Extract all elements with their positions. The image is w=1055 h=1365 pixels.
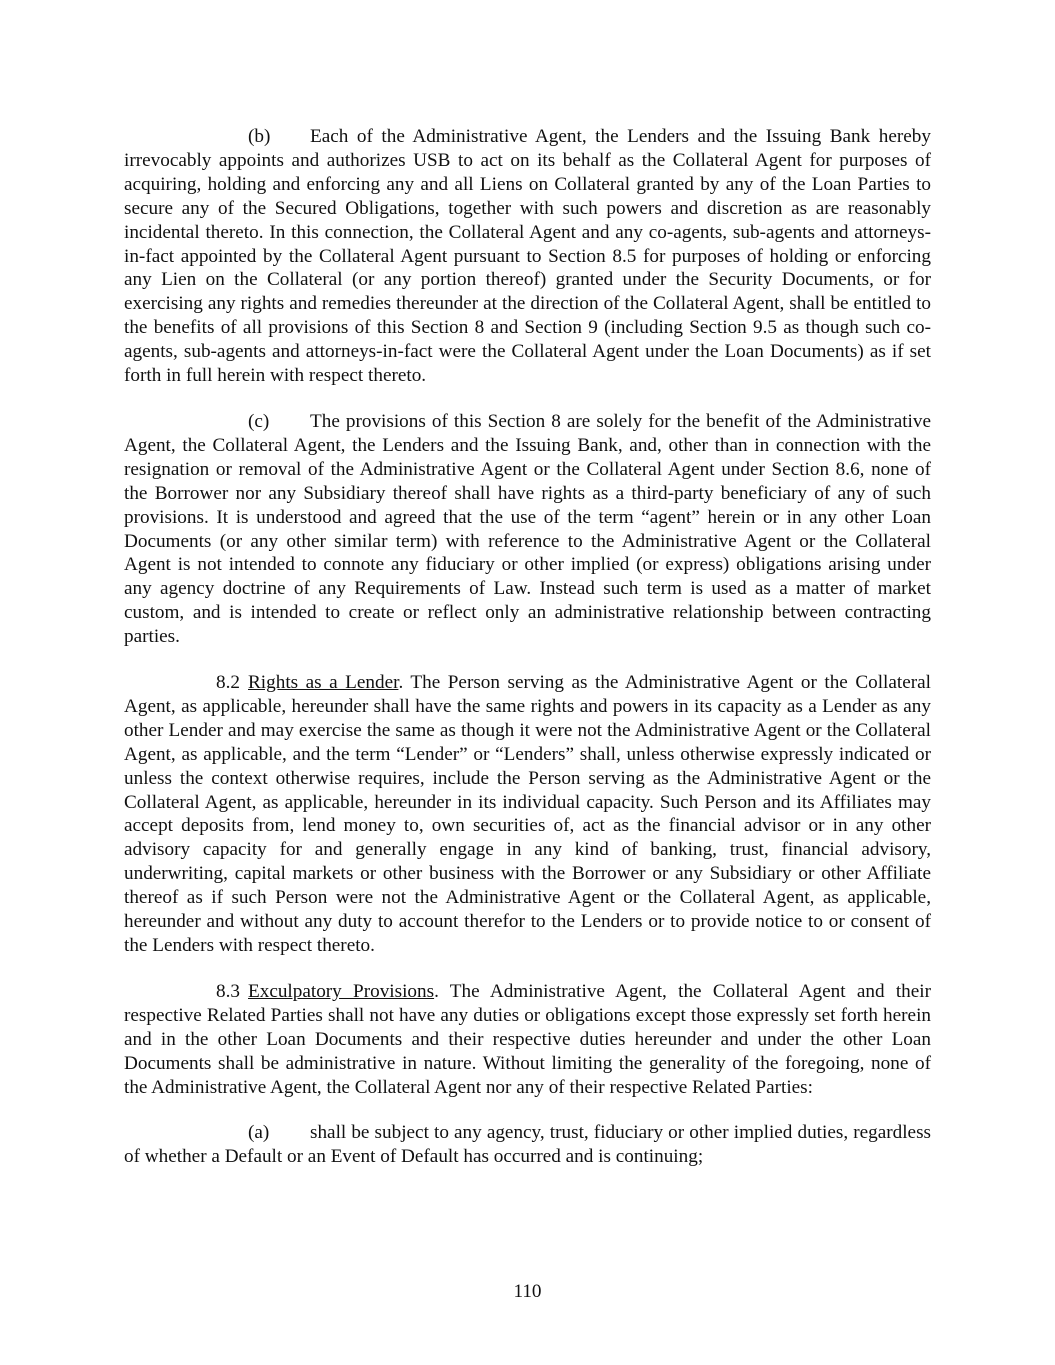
paragraph-8-1-c [124, 410, 931, 649]
paragraph-text: shall be subject to any agency, trust, fiduciary or other implied duties, regardless of whether a Default or an Event of Default has occurred and is continuing; [124, 1122, 931, 1168]
paragraph-marker: (a) [248, 1122, 270, 1144]
paragraph-8-3-a [124, 1121, 931, 1169]
document-page [124, 125, 931, 1191]
section-text: . The Person serving as the Administrative Agent or the Collateral Agent, as applicable, hereunder shall have the same rights and powers in its capacity as a Lender as any other Lender and may exercise the same as though it were not the Administrative Agent or the Collateral Agent, as applicable, and the term “Lender” or “Lenders” shall, unless otherwise expressly indicated or unless the context otherwise requires, include the Person serving as the Administrative Agent or the Collateral Agent, as applicable, hereunder in its individual capacity. Such Person and its Affiliates may accept deposits from, lend money to, own securities of, act as the financial advisor or in any other advisory capacity for and generally engage in any kind of banking, trust, financial advisory, underwriting, capital markets or other business with the Borrower or any Subsidiary or other Affiliate thereof as if such Person were not the Administrative Agent or the Collateral Agent, as applicable, hereunder and without any duty to account therefor to the Lenders or to provide notice to or consent of the Lenders with respect thereto. [124, 672, 931, 956]
section-heading: Rights as a Lender [248, 672, 399, 694]
page-number: 110 [513, 1281, 542, 1302]
section-heading: Exculpatory Provisions [248, 980, 435, 1002]
paragraph-marker: (b) [248, 126, 271, 147]
paragraph-text: The provisions of this Section 8 are solely for the benefit of the Administrative Agent, the Collateral Agent, the Lenders and the Issuing Bank, and, other than in connection with the resignation or removal of the Administrative Agent or the Collateral Agent under Section 8.6, none of the Borrower nor any Subsidiary thereof shall have rights as a third-party beneficiary of any of such provisions. It is understood and agreed that the use of the term “agent” herein or in any other Loan Documents (or any other similar term) with reference to the Administrative Agent or the Collateral Agent is not intended to connote any fiduciary or other implied (or express) obligations arising under any agency doctrine of any Requirements of Law. Instead such term is used as a matter of market custom, and is intended to create or reflect only an administrative relationship between contracting parties. [124, 410, 931, 648]
section-text: . The Administrative Agent, the Collateral Agent and their respective Related Parties shall not have any duties or obligations except those expressly set forth herein and in the other Loan Documents and their respective duties hereunder and under the other Loan Documents shall be administrative in nature. Without limiting the generality of the foregoing, none of the Administrative Agent, the Collateral Agent nor any of their respective Related Parties: [124, 980, 931, 1098]
section-number: 8.2 [216, 672, 240, 694]
paragraph-text: Each of the Administrative Agent, the Lenders and the Issuing Bank hereby irrevocably appoints and authorizes USB to act on its behalf as the Collateral Agent for purposes of acquiring, holding and enforcing any and all Liens on Collateral granted by any of the Loan Parties to secure any of the Secured Obligations, together with such powers and discretion as are reasonably incidental thereto. In this connection, the Collateral Agent and any co-agents, sub-agents and attorneys-in-fact appointed by the Collateral Agent pursuant to Section 8.5 for purposes of holding or enforcing any Lien on the Collateral (or any portion thereof) granted under the Security Documents, or for exercising any rights and remedies thereunder at the direction of the Collateral Agent, shall be entitled to the benefits of all provisions of this Section 8 and Section 9 (including Section 9.5 as though such co-agents, sub-agents and attorneys-in-fact were the Collateral Agent under the Loan Documents) as if set forth in full herein with respect thereto. [124, 126, 931, 387]
section-8-3 [124, 980, 931, 1100]
section-8-2 [124, 671, 931, 958]
paragraph-marker: (c) [248, 410, 270, 432]
section-number: 8.3 [216, 980, 240, 1002]
paragraph-8-1-b [124, 125, 931, 388]
